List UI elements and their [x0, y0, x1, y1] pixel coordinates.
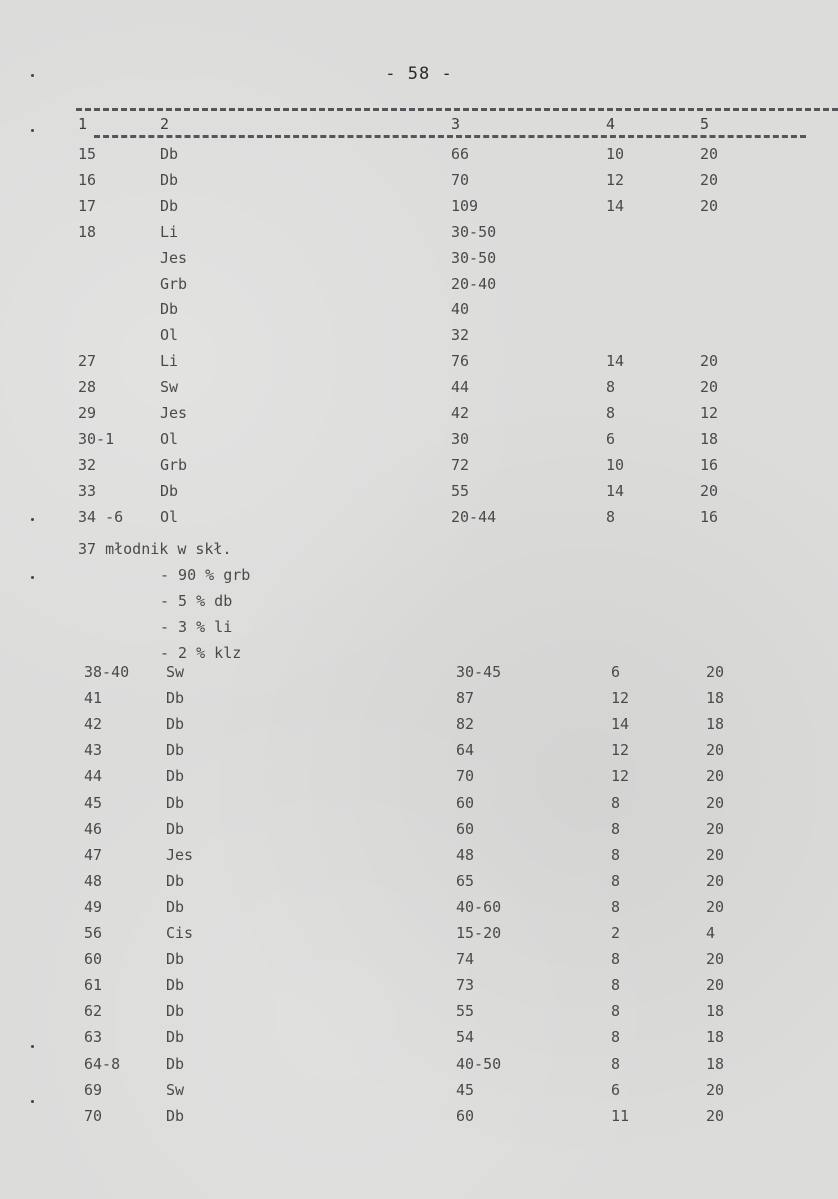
table-cell-col-4: 10 [606, 455, 625, 474]
table-row [0, 895, 838, 919]
table-cell-col-1: 48 [84, 871, 103, 890]
table-cell-col-2: Db [166, 1106, 185, 1125]
table-cell-col-1: 47 [84, 845, 103, 864]
table-cell-col-3: 48 [456, 845, 475, 864]
table-cell-col-3: 70 [456, 767, 475, 786]
table-cell-col-3: 65 [456, 871, 475, 890]
table-cell-col-1: 43 [84, 741, 103, 760]
table-cell-col-4: 8 [606, 507, 616, 526]
table-header [0, 112, 838, 136]
table-row [0, 505, 838, 529]
table-cell-col-4: 12 [611, 689, 630, 708]
table-cell-col-3: 30-45 [456, 663, 502, 681]
table-cell-col-4: 8 [611, 1054, 621, 1073]
table-cell-col-2: Ol [160, 326, 179, 345]
table-cell-col-3: 60 [456, 819, 475, 838]
table-cell-col-2: Db [160, 145, 179, 163]
table-cell-col-1: 30-1 [78, 429, 115, 448]
table-row [0, 1025, 838, 1049]
table-header-rule [94, 135, 806, 138]
table-cell-col-2: Db [166, 897, 185, 916]
table-row [0, 349, 838, 373]
table-cell-col-5: 20 [706, 1106, 725, 1125]
table-cell-col-1: 28 [78, 378, 97, 397]
table-row [0, 297, 838, 321]
column-header-5: 5 [700, 115, 710, 133]
column-header-3: 3 [451, 115, 461, 133]
table-cell-col-2: Db [166, 793, 185, 812]
table-row [0, 921, 838, 945]
table-cell-col-3: 30 [451, 429, 470, 448]
table-cell-col-5: 20 [706, 741, 725, 760]
table-cell-col-3: 30-50 [451, 222, 497, 241]
table-cell-col-4: 11 [611, 1106, 630, 1125]
table-cell-col-5: 20 [700, 481, 719, 500]
table-cell-col-4: 14 [606, 481, 625, 500]
column-header-1: 1 [78, 115, 88, 133]
table-cell-col-5: 18 [706, 715, 725, 734]
margin-mark [31, 518, 34, 521]
table-cell-col-1: 34 -6 [78, 507, 124, 526]
table-cell-col-2: Db [166, 976, 185, 995]
table-cell-col-2: Db [160, 196, 179, 215]
table-cell-col-3: 32 [451, 326, 470, 345]
table-cell-col-4: 6 [606, 429, 616, 448]
composition-line: - 5 % db [160, 592, 233, 610]
table-cell-col-1: 32 [78, 455, 97, 474]
table-row [0, 869, 838, 893]
table-cell-col-3: 20-44 [451, 507, 497, 526]
table-row [0, 375, 838, 399]
table-cell-col-3: 30-50 [451, 248, 497, 267]
table-cell-col-4: 2 [611, 924, 621, 942]
table-cell-col-5: 12 [700, 404, 719, 422]
table-cell-col-1: 60 [84, 950, 103, 969]
table-top-rule [76, 108, 838, 111]
table-cell-col-2: Db [166, 767, 185, 786]
table-cell-col-1: 42 [84, 715, 103, 734]
table-cell-col-2: Db [160, 170, 179, 189]
table-cell-col-1: 33 [78, 481, 97, 500]
table-cell-col-3: 82 [456, 715, 475, 734]
table-cell-col-1: 16 [78, 170, 97, 189]
table-row [0, 323, 838, 347]
table-cell-col-2: Db [160, 300, 179, 319]
table-cell-col-1: 70 [84, 1106, 103, 1125]
table-row [0, 427, 838, 451]
table-cell-col-5: 20 [706, 871, 725, 890]
table-cell-col-3: 40 [451, 300, 470, 319]
column-header-4: 4 [606, 115, 616, 133]
margin-mark [31, 1100, 34, 1103]
table-cell-col-3: 55 [451, 481, 470, 500]
composition-line: - 3 % li [160, 618, 233, 636]
table-cell-col-5: 18 [706, 1028, 725, 1047]
table-row [0, 142, 838, 166]
table-cell-col-3: 20-40 [451, 274, 497, 293]
table-cell-col-1: 61 [84, 976, 103, 995]
table-cell-col-2: Db [166, 715, 185, 734]
table-row [0, 712, 838, 736]
table-cell-col-1: 62 [84, 1002, 103, 1021]
table-row [0, 999, 838, 1023]
table-cell-col-2: Sw [166, 663, 185, 681]
table-cell-col-1: 63 [84, 1028, 103, 1047]
table-row [0, 194, 838, 218]
table-cell-col-1: 46 [84, 819, 103, 838]
margin-mark [31, 576, 34, 579]
margin-mark [31, 129, 34, 132]
table-cell-col-3: 55 [456, 1002, 475, 1021]
table-cell-col-3: 70 [451, 170, 470, 189]
table-cell-col-3: 54 [456, 1028, 475, 1047]
page-number-text: - 58 - [385, 64, 453, 84]
table-cell-col-2: Db [166, 741, 185, 760]
table-row [0, 1104, 838, 1128]
table-row [0, 791, 838, 815]
table-cell-col-2: Db [166, 1002, 185, 1021]
table-cell-col-5: 20 [700, 378, 719, 397]
table-cell-col-1: 56 [84, 924, 103, 942]
table-cell-col-4: 6 [611, 663, 621, 681]
margin-mark [31, 1045, 34, 1048]
table-cell-col-5: 20 [706, 1080, 725, 1099]
table-row [0, 738, 838, 762]
table-cell-col-5: 20 [706, 819, 725, 838]
table-cell-col-1: 69 [84, 1080, 103, 1099]
table-cell-col-2: Cis [166, 924, 194, 942]
composition-line: - 90 % grb [160, 566, 251, 584]
table-cell-col-3: 40-60 [456, 897, 502, 916]
table-row [0, 272, 838, 296]
table-cell-col-2: Grb [160, 274, 188, 293]
table-cell-col-3: 15-20 [456, 924, 502, 942]
table-row [0, 947, 838, 971]
table-cell-col-3: 73 [456, 976, 475, 995]
table-row [0, 843, 838, 867]
table-cell-col-4: 14 [611, 715, 630, 734]
table-row [0, 973, 838, 997]
table-cell-col-5: 16 [700, 507, 719, 526]
table-cell-col-1: 64-8 [84, 1054, 121, 1073]
table-cell-col-2: Ol [160, 429, 179, 448]
table-cell-col-1: 44 [84, 767, 103, 786]
table-cell-col-5: 20 [700, 352, 719, 371]
table-cell-col-5: 20 [706, 793, 725, 812]
table-row [0, 817, 838, 841]
table-cell-col-1: 17 [78, 196, 97, 215]
table-cell-col-1: 15 [78, 145, 97, 163]
table-row [0, 1052, 838, 1076]
table-cell-col-3: 60 [456, 1106, 475, 1125]
table-cell-col-4: 8 [611, 976, 621, 995]
table-cell-col-2: Db [166, 950, 185, 969]
table-cell-col-4: 8 [611, 793, 621, 812]
table-cell-col-2: Db [166, 1054, 185, 1073]
table-cell-col-5: 18 [706, 1054, 725, 1073]
table-cell-col-3: 64 [456, 741, 475, 760]
table-cell-col-1: 49 [84, 897, 103, 916]
table-cell-col-4: 8 [606, 378, 616, 397]
table-cell-col-2: Li [160, 352, 179, 371]
table-row [0, 660, 838, 684]
table-cell-col-3: 44 [451, 378, 470, 397]
column-header-2: 2 [160, 115, 170, 133]
table-cell-col-5: 20 [706, 976, 725, 995]
table-cell-col-4: 14 [606, 196, 625, 215]
table-cell-col-2: Ol [160, 507, 179, 526]
table-cell-col-4: 8 [611, 950, 621, 969]
table-cell-col-3: 66 [451, 145, 470, 163]
table-cell-col-2: Jes [160, 248, 188, 267]
table-cell-col-3: 74 [456, 950, 475, 969]
table-cell-col-4: 8 [611, 1002, 621, 1021]
table-row [0, 246, 838, 270]
table-cell-col-5: 20 [706, 767, 725, 786]
margin-mark [31, 74, 34, 77]
table-cell-col-3: 87 [456, 689, 475, 708]
table-cell-col-2: Jes [160, 404, 188, 422]
table-row [0, 686, 838, 710]
table-cell-col-2: Sw [160, 378, 179, 397]
table-cell-col-5: 20 [700, 170, 719, 189]
table-cell-col-3: 45 [456, 1080, 475, 1099]
composition-line: - 2 % klz [160, 644, 242, 662]
table-cell-col-3: 72 [451, 455, 470, 474]
table-cell-col-4: 8 [611, 897, 621, 916]
table-cell-col-4: 10 [606, 145, 625, 163]
table-cell-col-4: 12 [611, 741, 630, 760]
table-cell-col-4: 8 [611, 1028, 621, 1047]
table-cell-col-2: Db [166, 871, 185, 890]
table-cell-col-1: 41 [84, 689, 103, 708]
table-cell-col-4: 8 [611, 819, 621, 838]
table-cell-col-5: 20 [706, 950, 725, 969]
table-cell-col-4: 8 [611, 845, 621, 864]
table-row [0, 453, 838, 477]
table-cell-col-2: Db [166, 689, 185, 708]
table-cell-col-2: Db [166, 1028, 185, 1047]
table-cell-col-5: 18 [706, 1002, 725, 1021]
table-cell-col-5: 18 [706, 689, 725, 708]
table-cell-col-2: Grb [160, 455, 188, 474]
table-row [0, 168, 838, 192]
page-number [0, 64, 838, 84]
table-cell-col-5: 4 [706, 924, 716, 942]
table-row [0, 764, 838, 788]
table-cell-col-4: 8 [611, 871, 621, 890]
table-row [0, 1078, 838, 1102]
table-cell-col-5: 20 [700, 145, 719, 163]
table-cell-col-4: 12 [611, 767, 630, 786]
table-cell-col-2: Jes [166, 845, 194, 864]
table-cell-col-2: Li [160, 222, 179, 241]
table-cell-col-1: 45 [84, 793, 103, 812]
table-cell-col-1: 27 [78, 352, 97, 371]
table-cell-col-3: 109 [451, 196, 479, 215]
table-cell-col-5: 20 [700, 196, 719, 215]
table-cell-col-2: Db [166, 819, 185, 838]
table-cell-col-5: 18 [700, 429, 719, 448]
table-cell-col-2: Sw [166, 1080, 185, 1099]
table-cell-col-5: 20 [706, 663, 725, 681]
table-cell-col-5: 20 [706, 897, 725, 916]
table-cell-col-1: 18 [78, 222, 97, 241]
table-cell-col-4: 6 [611, 1080, 621, 1099]
table-cell-col-1: 29 [78, 404, 97, 422]
table-cell-col-5: 16 [700, 455, 719, 474]
table-row [0, 401, 838, 425]
table-cell-col-2: Db [160, 481, 179, 500]
table-cell-col-4: 12 [606, 170, 625, 189]
table-row [0, 479, 838, 503]
composition-title: 37 młodnik w skł. [78, 540, 232, 558]
table-cell-col-3: 60 [456, 793, 475, 812]
table-cell-col-3: 40-50 [456, 1054, 502, 1073]
table-cell-col-3: 76 [451, 352, 470, 371]
table-cell-col-5: 20 [706, 845, 725, 864]
table-cell-col-4: 14 [606, 352, 625, 371]
table-cell-col-4: 8 [606, 404, 616, 422]
table-row [0, 220, 838, 244]
table-cell-col-3: 42 [451, 404, 470, 422]
table-cell-col-1: 38-40 [84, 663, 130, 681]
